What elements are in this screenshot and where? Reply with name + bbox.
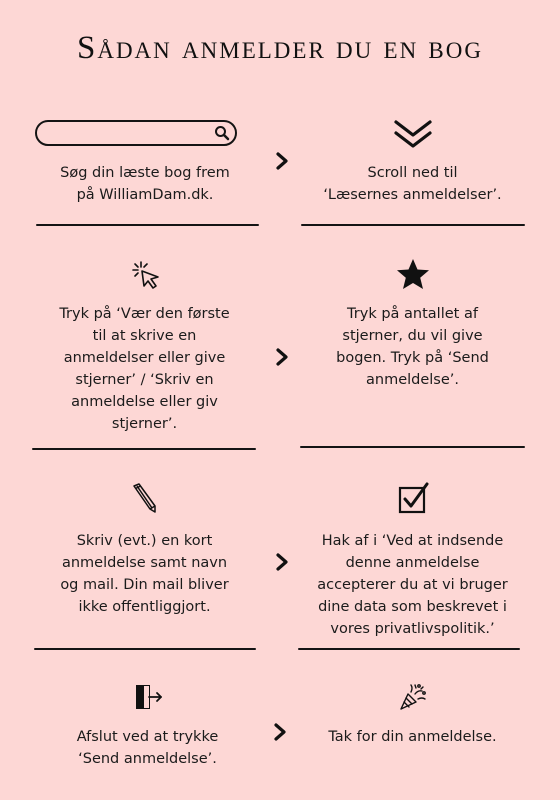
step-4 <box>300 303 525 391</box>
step-2 <box>300 162 525 206</box>
divider <box>301 224 525 226</box>
step-1-text: Søg din læste bog frem på WilliamDam.dk. <box>60 165 230 203</box>
search-field-illustration <box>35 120 237 146</box>
chevron-right-icon <box>271 723 289 741</box>
step-6 <box>300 530 525 640</box>
divider <box>36 224 259 226</box>
step-5 <box>32 530 257 618</box>
page-title: Sådan anmelder du en bog <box>76 30 483 66</box>
step-5-text: Skriv (evt.) en kort anmeldelse samt navn og mail. Din mail bliver ikke offentliggjort. <box>60 533 229 615</box>
cursor-click-icon <box>131 260 163 292</box>
step-1 <box>35 162 255 206</box>
divider <box>298 648 520 650</box>
step-6-text: Hak af i ‘Ved at indsende denne anmeldelse accepterer du at vi bruger dine data som beskrevet i vores privatlivspolitik.’ <box>317 533 508 637</box>
exit-door-icon <box>134 683 164 711</box>
star-icon <box>396 258 430 290</box>
chevron-right-icon <box>273 553 291 571</box>
pencil-icon <box>131 482 159 514</box>
step-8 <box>300 726 525 748</box>
step-2-text: Scroll ned til ‘Læsernes anmeldelser’. <box>323 165 502 203</box>
divider <box>32 448 256 450</box>
double-chevron-down-icon <box>392 118 434 152</box>
party-popper-icon <box>398 682 428 712</box>
step-3 <box>32 303 257 435</box>
divider <box>300 446 525 448</box>
chevron-right-icon <box>273 348 291 366</box>
step-3-text: Tryk på ‘Vær den første til at skrive en anmeldelser eller give stjerner’ / ‘Skriv en anmeldelse eller giv stjerner’. <box>59 306 230 432</box>
step-8-text: Tak for din anmeldelse. <box>328 729 497 745</box>
step-4-text: Tryk på antallet af stjerner, du vil give bogen. Tryk på ‘Send anmeldelse’. <box>336 306 489 388</box>
checkbox-icon <box>398 482 430 514</box>
search-icon <box>214 125 230 141</box>
step-7-text: Afslut ved at trykke ‘Send anmeldelse’. <box>76 729 219 767</box>
step-7 <box>35 726 260 770</box>
chevron-right-icon <box>273 152 291 170</box>
divider <box>34 648 256 650</box>
